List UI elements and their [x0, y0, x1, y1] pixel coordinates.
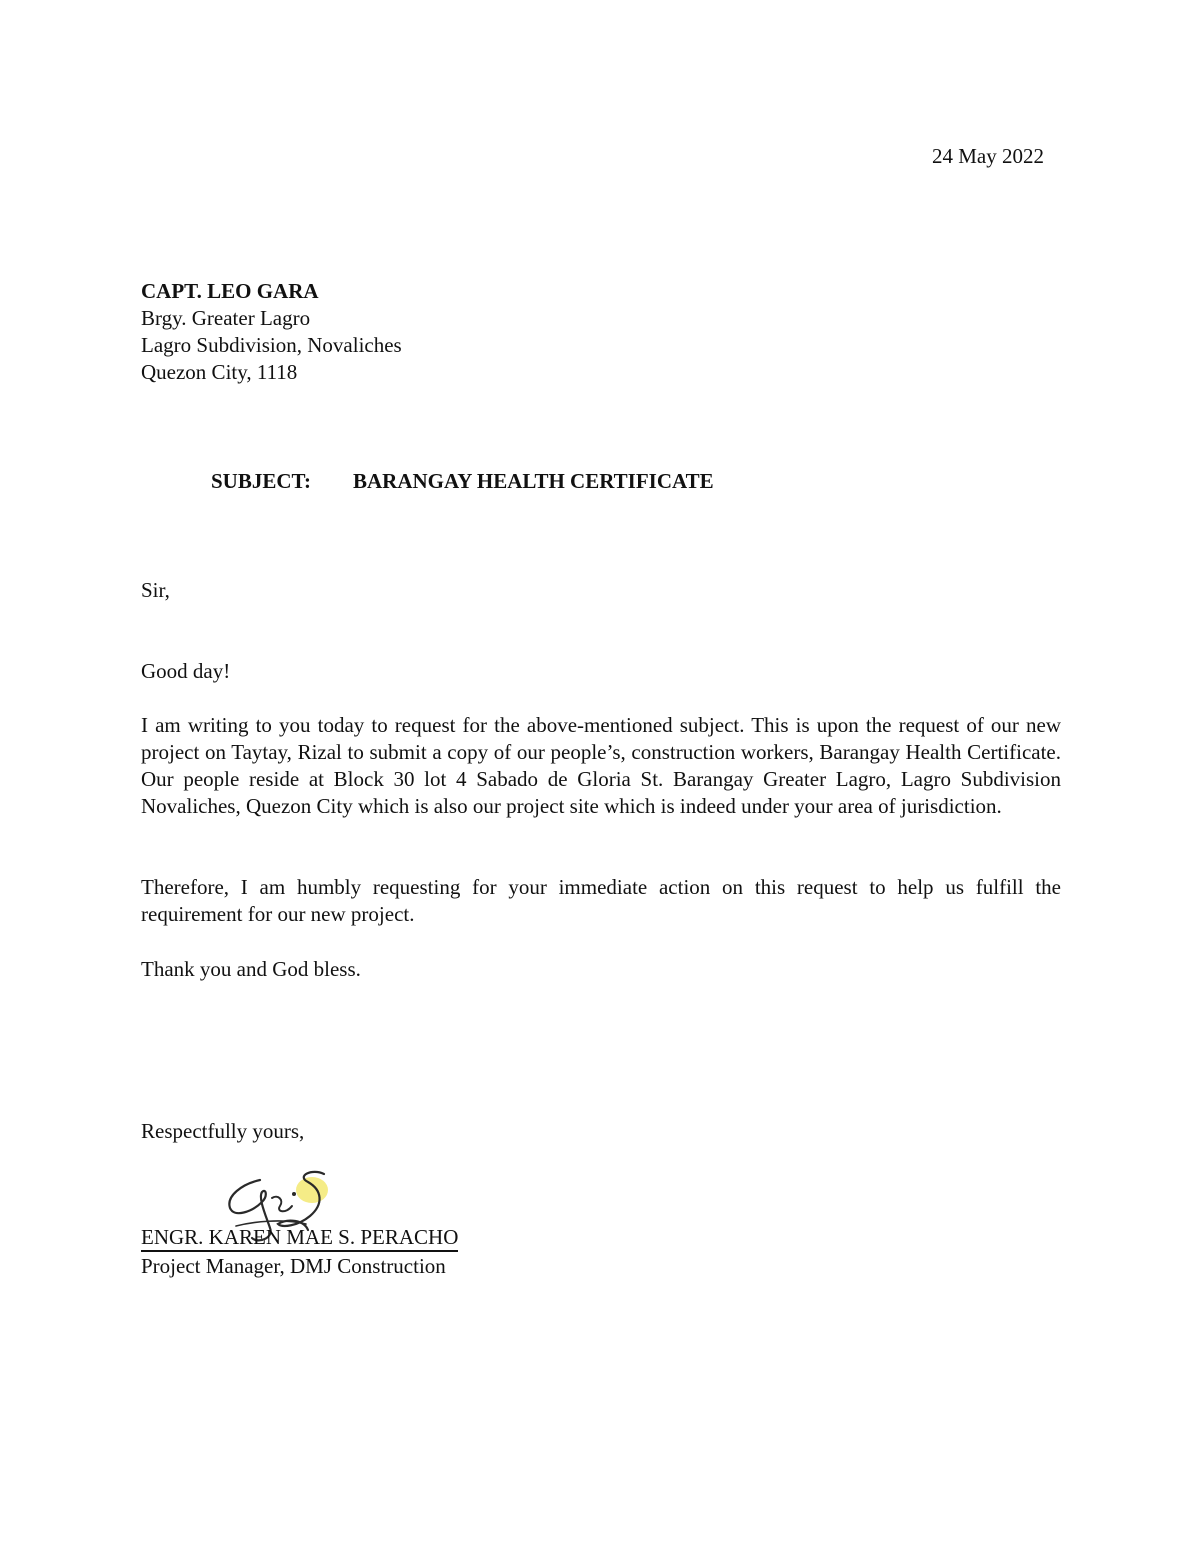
subject-label: SUBJECT:: [211, 469, 311, 493]
thanks-line: Thank you and God bless.: [141, 957, 361, 981]
recipient-name: CAPT. LEO GARA: [141, 279, 319, 303]
body-paragraph: I am writing to you today to request for the above-mentioned subject. This is upon the request of our new project on Taytay, Rizal to submit a copy of our people’s, construction workers, Barangay Health Certificate. Our people reside at Block 30 lot 4 Sabado de Gloria St. Barangay Greater Lagro, Lagro Subdivision Novaliches, Quezon City which is also our project site which is indeed under your area of jurisdiction.: [141, 713, 1061, 818]
recipient-address-line: Quezon City, 1118: [141, 360, 298, 384]
signer-name: ENGR. KAREN MAE S. PERACHO: [141, 1225, 458, 1252]
body-paragraph: Therefore, I am humbly requesting for your immediate action on this request to help us fulfill the requirement for our new project.: [141, 875, 1061, 926]
subject-line: [211, 468, 714, 495]
signature-dot: [292, 1192, 296, 1196]
signature-highlight: [296, 1177, 328, 1203]
salutation: Sir,: [141, 578, 170, 602]
signature-stroke: [272, 1197, 292, 1212]
subject-value: BARANGAY HEALTH CERTIFICATE: [353, 469, 714, 493]
signer-title: Project Manager, DMJ Construction: [141, 1254, 446, 1278]
letter-date: 24 May 2022: [932, 144, 1044, 168]
recipient-address-line: Brgy. Greater Lagro: [141, 306, 311, 330]
recipient-address-line: Lagro Subdivision, Novaliches: [141, 333, 402, 357]
greeting: Good day!: [141, 659, 231, 683]
recipient-block: [141, 278, 741, 386]
closing-line: Respectfully yours,: [141, 1119, 305, 1143]
